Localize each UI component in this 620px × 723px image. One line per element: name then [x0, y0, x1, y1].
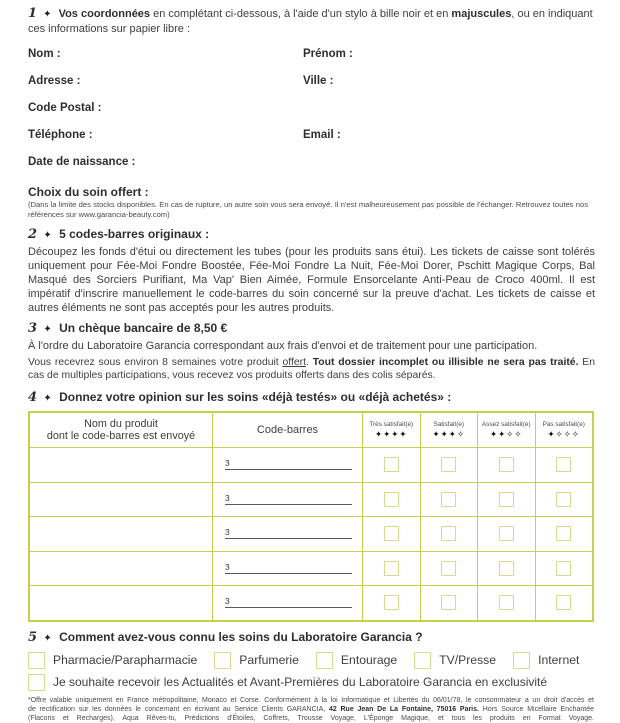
- section-3-title: Un chèque bancaire de 8,50 €: [59, 321, 227, 335]
- section-5-number: 5: [28, 630, 37, 645]
- telephone-label[interactable]: Téléphone :: [28, 129, 303, 141]
- rating-checkbox-pas-satisfait[interactable]: [556, 526, 571, 541]
- rating-checkbox-assez-satisfait[interactable]: [499, 595, 514, 610]
- choix-soin-title: Choix du soin offert :: [28, 185, 595, 199]
- barcode-cell[interactable]: [212, 517, 362, 551]
- barcode-write-line[interactable]: 3: [225, 459, 352, 470]
- rating-checkbox-assez-satisfait[interactable]: [499, 526, 514, 541]
- section-5-star-icon: ✦: [43, 633, 51, 644]
- product-name-cell[interactable]: [30, 552, 212, 586]
- field-row-nom-prenom: [28, 48, 595, 75]
- barcode-cell[interactable]: [212, 483, 362, 517]
- col-header-barcode: Code-barres: [212, 413, 362, 447]
- barcode-cell[interactable]: [212, 586, 362, 620]
- barcode-write-line[interactable]: 3: [225, 494, 352, 505]
- contact-fields: [28, 48, 595, 183]
- section-4-star-icon: ✦: [43, 393, 51, 404]
- referral-options: [28, 652, 595, 669]
- diamonds-4-filled-icon: ✦✦✦✦: [375, 430, 408, 439]
- diamonds-3-filled-icon: ✦✦✦✧: [433, 430, 466, 439]
- legal-footnote: *Offre valable uniquement en France métropolitaine, Monaco et Corse. Conformément à la loi Informatique et Libertés du 06/01/78, le consommateur a un droit d'accès et de rectification sur les données le concernant en écrivant au Service Clients GARANCIA, 42 Rue Jean De La Fontaine, 75016 Paris. Hors Source Micellaire Enchantée (Flacons et Recharges), Aqua Rêves-tu, Prédictions d'Étoiles, Coffrets, Trousse Voyage, L'Éponge Magique, et tous les produits en Format Voyage.: [28, 696, 594, 723]
- email-label[interactable]: Email :: [303, 129, 341, 141]
- date-naissance-label[interactable]: Date de naissance :: [28, 156, 303, 168]
- section-3-paragraph: Vous recevrez sous environ 8 semaines votre produit offert. Tout dossier incomplet ou illisible ne sera pas traité. En cas de multiples participations, vous recevez vos produits offerts dans des colis séparés.: [28, 356, 595, 382]
- section-2-title: 5 codes-barres originaux :: [59, 227, 209, 241]
- rating-checkbox-satisfait[interactable]: [441, 526, 456, 541]
- rating-checkbox-satisfait[interactable]: [441, 595, 456, 610]
- rating-checkbox-assez-satisfait[interactable]: [499, 492, 514, 507]
- product-name-cell[interactable]: [30, 483, 212, 517]
- section-2-heading: [28, 227, 595, 243]
- section-3-number: 3: [28, 321, 37, 336]
- section-4-number: 4: [28, 390, 37, 405]
- rating-checkbox-pas-satisfait[interactable]: [556, 457, 571, 472]
- section-5-title: Comment avez-vous connu les soins du Laboratoire Garancia ?: [59, 630, 422, 644]
- rating-checkbox-satisfait[interactable]: [441, 492, 456, 507]
- rating-checkbox-tres-satisfait[interactable]: [384, 595, 399, 610]
- newsletter-optin: Je souhaite recevoir les Actualités et Avant-Premières du Laboratoire Garancia en exclusivité: [28, 674, 595, 691]
- adresse-label[interactable]: Adresse :: [28, 75, 303, 87]
- product-name-cell[interactable]: [30, 517, 212, 551]
- ville-label[interactable]: Ville :: [303, 75, 333, 87]
- product-name-cell[interactable]: [30, 586, 212, 620]
- option-pharmacie: Pharmacie/Parapharmacie: [28, 652, 197, 669]
- barcode-write-line[interactable]: 3: [225, 563, 352, 574]
- section-2-number: 2: [28, 227, 37, 242]
- section-1-title: Vos coordonnées: [59, 8, 150, 20]
- section-1-star-icon: ✦: [43, 9, 51, 20]
- barcode-cell[interactable]: [212, 448, 362, 482]
- rating-checkbox-tres-satisfait[interactable]: [384, 526, 399, 541]
- option-entourage: Entourage: [316, 652, 397, 669]
- diamonds-1-filled-icon: ✦✧✧✧: [548, 430, 581, 439]
- field-row-telephone-email: [28, 129, 595, 156]
- checkbox-tv-presse[interactable]: [414, 652, 431, 669]
- opinion-table: [28, 411, 594, 622]
- checkbox-entourage[interactable]: [316, 652, 333, 669]
- rating-checkbox-tres-satisfait[interactable]: [384, 561, 399, 576]
- section-1-intro: 1 ✦ Vos coordonnées en complétant ci-dessous, à l'aide d'un stylo à bille noir et en majuscules, ou en indiquant ces informations sur papier libre :: [28, 7, 595, 36]
- table-row: [30, 585, 592, 620]
- section-4-heading: [28, 390, 595, 406]
- barcode-write-line[interactable]: 3: [225, 528, 352, 539]
- table-row: [30, 447, 592, 482]
- checkbox-parfumerie[interactable]: [214, 652, 231, 669]
- option-tv-presse: TV/Presse: [414, 652, 496, 669]
- offert-underlined: offert: [283, 357, 307, 368]
- rating-checkbox-pas-satisfait[interactable]: [556, 595, 571, 610]
- barcode-write-line[interactable]: 3: [225, 597, 352, 608]
- prenom-label[interactable]: Prénom :: [303, 48, 353, 60]
- section-4-title: Donnez votre opinion sur les soins «déjà testés» ou «déjà achetés» :: [59, 390, 451, 404]
- section-2-body: Découpez les fonds d'étui ou directement les tubes (pour les produits sans étui). Les tickets de caisse sont tolérés uniquement pour Fée-Moi Fondre Boostée, Fée-Moi Fondre La Nuit, Fée-Moi Dorer, Pschitt Magique Corps, Bal Masqué des Sorciers Purifiant, Ma Vap' Bien Aimée, Formule Ensorcelante Anti-Peau de Croco 400ml. Il est impératif d'inscrire manuellement le code-barres du soin concerné sur la preuve d'achat. Les tickets de caisse et autres éléments ne sont pas acceptés pour les autres produits.: [28, 245, 595, 315]
- rating-checkbox-tres-satisfait[interactable]: [384, 457, 399, 472]
- opinion-table-header: [30, 413, 592, 447]
- section-1-number: 1: [28, 6, 37, 21]
- checkbox-internet[interactable]: [513, 652, 530, 669]
- col-header-pas-satisfait: Pas satisfait(e) ✦✧✧✧: [535, 413, 593, 447]
- section-3-star-icon: ✦: [43, 324, 51, 335]
- col-header-assez-satisfait: Assez satisfait(e) ✦✦✧✧: [477, 413, 535, 447]
- col-header-product: Nom du produit dont le code-barres est envoyé: [30, 413, 212, 447]
- field-row-naissance: [28, 156, 595, 183]
- rating-checkbox-satisfait[interactable]: [441, 561, 456, 576]
- barcode-cell[interactable]: [212, 552, 362, 586]
- checkbox-newsletter[interactable]: [28, 674, 45, 691]
- rating-checkbox-pas-satisfait[interactable]: [556, 492, 571, 507]
- field-row-code-postal: [28, 102, 595, 129]
- section-2-star-icon: ✦: [43, 230, 51, 241]
- rating-checkbox-tres-satisfait[interactable]: [384, 492, 399, 507]
- diamonds-2-filled-icon: ✦✦✧✧: [490, 430, 523, 439]
- code-postal-label[interactable]: Code Postal :: [28, 102, 303, 114]
- section-5-heading: [28, 630, 595, 646]
- garancia-address: 42 Rue Jean De La Fontaine, 75016 Paris.: [329, 706, 479, 713]
- option-internet: Internet: [513, 652, 579, 669]
- rating-checkbox-satisfait[interactable]: [441, 457, 456, 472]
- option-parfumerie: Parfumerie: [214, 652, 299, 669]
- choix-soin-note: (Dans la limite des stocks disponibles. En cas de rupture, un autre soin vous sera envoyé. Il n'est malheureusement pas possible de l'échanger. Retrouvez toutes nos références sur www.garancia-beauty.com): [28, 200, 588, 219]
- table-row: [30, 516, 592, 551]
- rating-checkbox-assez-satisfait[interactable]: [499, 457, 514, 472]
- checkbox-pharmacie[interactable]: [28, 652, 45, 669]
- table-row: [30, 482, 592, 517]
- col-header-tres-satisfait: Très satisfait(e) ✦✦✦✦: [362, 413, 420, 447]
- rating-checkbox-assez-satisfait[interactable]: [499, 561, 514, 576]
- product-name-cell[interactable]: [30, 448, 212, 482]
- rating-checkbox-pas-satisfait[interactable]: [556, 561, 571, 576]
- section-3-heading: [28, 321, 595, 337]
- field-row-adresse-ville: [28, 75, 595, 102]
- nom-label[interactable]: Nom :: [28, 48, 303, 60]
- col-header-satisfait: Satisfait(e) ✦✦✦✧: [420, 413, 478, 447]
- table-row: [30, 551, 592, 586]
- section-3-line1: À l'ordre du Laboratoire Garancia correspondant aux frais d'envoi et de traitement pour une participation.: [28, 339, 595, 353]
